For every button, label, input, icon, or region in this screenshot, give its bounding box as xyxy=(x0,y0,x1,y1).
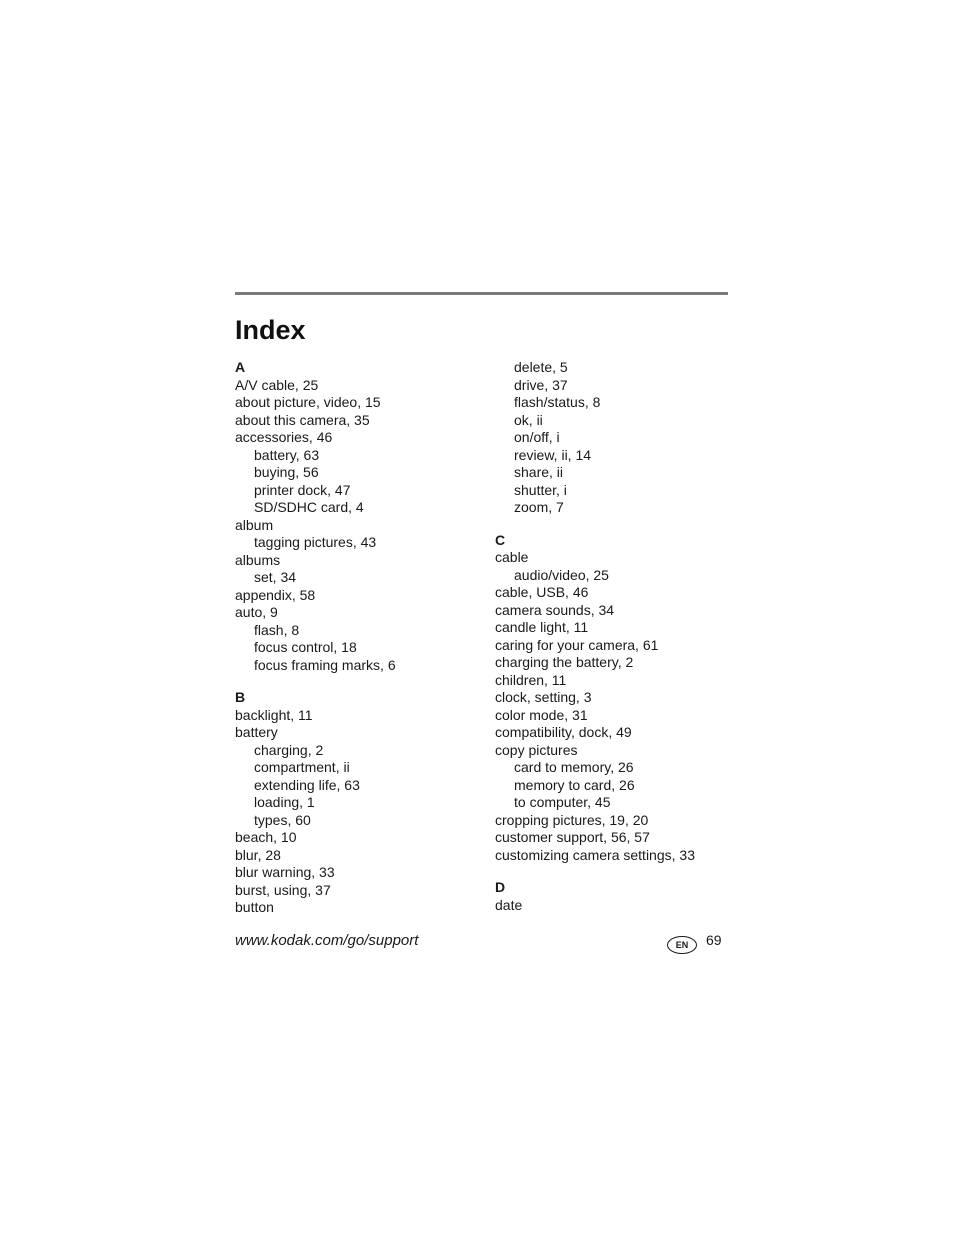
index-entry: about picture, video, 15 xyxy=(235,394,381,410)
index-subentry: review, ii, 14 xyxy=(514,446,592,463)
index-entry: clock, setting, 3 xyxy=(495,689,592,705)
index-subentry: flash/status, 8 xyxy=(514,394,601,410)
index-subentry: focus control, 18 xyxy=(254,639,357,655)
index-subentry: printer dock, 47 xyxy=(254,481,351,498)
index-subentry: SD/SDHC card, 4 xyxy=(254,499,364,515)
index-group xyxy=(495,359,745,517)
index-subentry: set, 34 xyxy=(254,569,297,585)
index-letter-heading: C xyxy=(495,531,506,548)
page-title: Index xyxy=(235,315,306,345)
index-letter-heading: D xyxy=(495,879,506,895)
index-entry: camera sounds, 34 xyxy=(495,601,615,618)
index-entry: charging the battery, 2 xyxy=(495,654,634,670)
header-rule xyxy=(235,292,728,295)
index-group xyxy=(235,359,485,674)
index-entry: burst, using, 37 xyxy=(235,881,331,898)
footer-url: www.kodak.com/go/support xyxy=(235,932,419,949)
index-subentry: audio/video, 25 xyxy=(514,566,609,583)
index-entry: beach, 10 xyxy=(235,829,297,845)
index-subentry: types, 60 xyxy=(254,811,311,828)
index-entry: children, 11 xyxy=(495,671,567,688)
index-subentry: delete, 5 xyxy=(514,359,568,375)
index-group xyxy=(235,689,485,917)
index-subentry: memory to card, 26 xyxy=(514,776,635,793)
index-entry: albums xyxy=(235,551,281,568)
index-entry: album xyxy=(235,516,274,533)
index-entry: customizing camera settings, 33 xyxy=(495,846,695,863)
index-entry: battery xyxy=(235,724,278,740)
index-letter-heading: B xyxy=(235,689,246,705)
index-letter-heading: A xyxy=(235,359,246,375)
index-entry: caring for your camera, 61 xyxy=(495,636,659,653)
index-entry: date xyxy=(495,896,523,913)
index-entry: A/V cable, 25 xyxy=(235,376,319,393)
index-subentry: charging, 2 xyxy=(254,741,324,758)
index-entry: blur, 28 xyxy=(235,846,281,863)
index-subentry: battery, 63 xyxy=(254,446,320,463)
index-subentry: tagging pictures, 43 xyxy=(254,534,377,550)
index-entry: blur warning, 33 xyxy=(235,864,335,880)
index-entry: accessories, 46 xyxy=(235,429,333,445)
index-subentry: compartment, ii xyxy=(254,759,350,775)
index-entry: cable, USB, 46 xyxy=(495,584,589,600)
index-group xyxy=(495,879,745,914)
index-subentry: drive, 37 xyxy=(514,376,568,393)
page-number: 69 xyxy=(706,932,722,948)
index-subentry: loading, 1 xyxy=(254,794,315,810)
index-column-right xyxy=(495,359,745,914)
index-subentry: to computer, 45 xyxy=(514,794,611,810)
index-subentry: shutter, i xyxy=(514,481,567,498)
index-subentry: flash, 8 xyxy=(254,621,300,638)
index-entry: auto, 9 xyxy=(235,604,278,620)
index-entry: copy pictures xyxy=(495,741,578,758)
index-column-left xyxy=(235,359,485,917)
index-entry: color mode, 31 xyxy=(495,706,588,723)
index-entry: button xyxy=(235,899,274,915)
index-subentry: extending life, 63 xyxy=(254,776,360,793)
index-entry: compatibility, dock, 49 xyxy=(495,724,632,740)
index-subentry: zoom, 7 xyxy=(514,499,564,515)
index-subentry: focus framing marks, 6 xyxy=(254,656,396,673)
index-entry: appendix, 58 xyxy=(235,586,316,603)
index-entry: backlight, 11 xyxy=(235,706,313,723)
language-badge: EN xyxy=(667,936,697,954)
index-group xyxy=(495,532,745,865)
index-entry: about this camera, 35 xyxy=(235,411,370,428)
index-entry: cable xyxy=(495,549,529,565)
index-subentry: buying, 56 xyxy=(254,464,319,480)
index-subentry: ok, ii xyxy=(514,411,543,428)
index-subentry: on/off, i xyxy=(514,429,560,445)
index-subentry: share, ii xyxy=(514,464,564,480)
index-entry: customer support, 56, 57 xyxy=(495,829,650,845)
index-entry: cropping pictures, 19, 20 xyxy=(495,811,649,828)
index-entry: candle light, 11 xyxy=(495,619,589,635)
index-subentry: card to memory, 26 xyxy=(514,759,634,775)
